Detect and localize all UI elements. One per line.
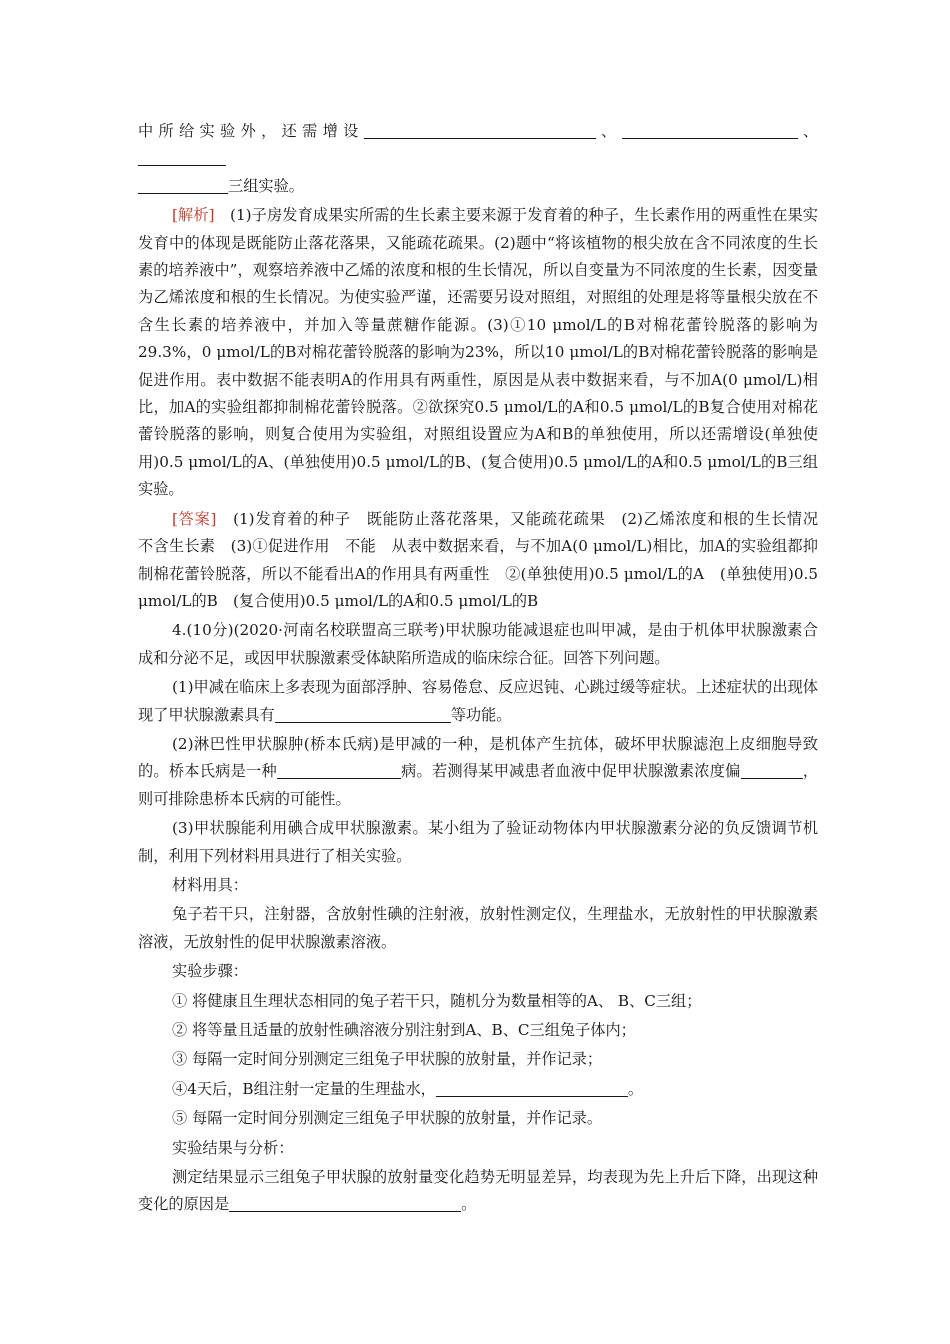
answer-blank[interactable] [364, 120, 596, 139]
document-page [138, 118, 834, 1219]
answer-blank[interactable] [275, 704, 451, 723]
answer-paragraph [138, 506, 834, 616]
answer-blank[interactable] [138, 175, 228, 194]
step-4 [138, 1076, 818, 1103]
answer-tag: [答案] [172, 509, 217, 528]
analysis-paragraph [138, 202, 818, 503]
question-text: 病。若测得某甲减患者血液中促甲状腺激素浓度偏 [400, 762, 741, 781]
question-4-part-2 [138, 731, 818, 813]
question-text: (2)淋巴性甲状腺肿(桥本氏病)是甲减的一种，是机体产生抗体，破坏甲状腺滤泡上皮细胞导致的。桥本氏病是一种 [138, 734, 818, 781]
step-5: ⑤ 每隔一定时间分别测定三组兔子甲状腺的放射量，并作记录。 [172, 1109, 603, 1128]
question-text: ④4天后，B组注射一定量的生理盐水， [172, 1079, 436, 1098]
analysis-text: (1)子房发育成果实所需的生长素主要来源于发育着的种子，生长素作用的两重性在果实发育中的体现是既能防止落花落果，又能疏花疏果。(2)题中“将该植物的根尖放在含不同浓度的生长素的培养液中”，观察培养液中乙烯的浓度和根的生长情况，所以自变量为不同浓度的生长素，因变量为乙烯浓度和根的生长情况。为使实验严谨，还需要另设对照组，对照组的处理是将等量根尖放在不含生长素的培养液中，并加入等量蔗糖作能源。(3)①10 μmol/L的B对棉花蕾铃脱落的影响为29.3%，0 μmol/L的B对棉花蕾铃脱落的影响为23%，所以10 μmol/L的B对棉花蕾铃脱落的影响是促进作用。表中数据不能表明A的作用具有两重性，原因是从表中数据来看，与不加A(0 μmol/L)相比，加A的实验组都抑制棉花蕾铃脱落。②欲探究0.5 μmol/L的A和0.5 μmol/L的B复合使用对棉花蕾铃脱落的影响，则复合使用为实验组，对照组设置应为A和B的单独使用，所以还需增设(单独使用)0.5 μmol/L的A、(单独使用)0.5 μmol/L的B、(复合使用)0.5 μmol/L的A和0.5 μmol/L的B三组实验。 [138, 206, 818, 499]
answer-blank[interactable] [277, 760, 401, 779]
separator: 、 [595, 122, 622, 140]
question-text: 。 [461, 1195, 477, 1214]
separator: 、 [797, 122, 819, 140]
materials-list: 兔子若干只，注射器，含放射性碘的注射液，放射性测定仪，生理盐水，无放射性的甲状腺激素溶液，无放射性的促甲状腺激素溶液。 [138, 905, 818, 951]
question-4-part-3: (3)甲状腺能利用碘合成甲状腺激素。某小组为了验证动物体内甲状腺激素分泌的负反馈调节机制，利用下列材料用具进行了相关实验。 [138, 819, 818, 865]
question-text: (1)甲减在临床上多表现为面部浮肿、容易倦怠、反应迟钝、心跳过缓等症状。上述症状的出现体现了甲状腺激素具有 [138, 678, 818, 724]
materials-title: 材料用具： [172, 875, 248, 894]
steps-title: 实验步骤： [172, 962, 248, 981]
question-text: 三组实验。 [228, 176, 304, 195]
answer-blank[interactable] [138, 147, 226, 166]
question-4-intro: 4.(10分)(2020·河南名校联盟高三联考)甲状腺功能减退症也叫甲减，是由于机体甲状腺激素合成和分泌不足，或因甲状腺激素受体缺陷所造成的临床综合征。回答下列问题。 [138, 621, 818, 667]
step-2: ② 将等量且适量的放射性碘溶液分别注射到A、B、C三组兔子体内； [172, 1021, 636, 1039]
answer-blank[interactable] [741, 760, 803, 779]
step-3: ③ 每隔一定时间分别测定三组兔子甲状腺的放射量，并作记录； [172, 1050, 603, 1069]
answer-blank[interactable] [436, 1078, 628, 1097]
results-title: 实验结果与分析： [172, 1138, 294, 1157]
question-text: 等功能。 [450, 705, 512, 724]
answer-text: (1)发育着的种子 既能防止落花落果，又能疏花疏果 (2)乙烯浓度和根的生长情况 不含生长素 (3)①促进作用 不能 从表中数据来看，与不加A(0 μmol/L)相比，加A的实验组都抑制棉花蕾铃脱落，所以不能看出A的作用具有两重性 ②(单独使用)0.5 μmol/L的A (单独使用)0.5 μmol/L的B (复合使用)0.5 μmol/L的A和0.5 μmol/L的B [138, 509, 834, 610]
continued-question-line [138, 118, 818, 200]
question-text: ，则可排除患桥本氏病的可能性。 [138, 762, 819, 808]
step-1: ① 将健康且生理状态相同的兔子若干只，随机分为数量相等的A、 B、C三组； [172, 991, 702, 1010]
question-text: 中所给实验外，还需增设 [138, 122, 364, 140]
question-4-part-1 [138, 674, 818, 729]
question-text: 。 [627, 1079, 644, 1098]
question-text: 测定结果显示三组兔子甲状腺的放射量变化趋势无明显差异，均表现为先上升后下降，出现这种变化的原因是 [138, 1168, 818, 1214]
answer-blank[interactable] [622, 120, 798, 139]
analysis-tag: [解析] [172, 206, 215, 225]
results-paragraph [138, 1164, 818, 1219]
answer-blank[interactable] [229, 1193, 461, 1212]
